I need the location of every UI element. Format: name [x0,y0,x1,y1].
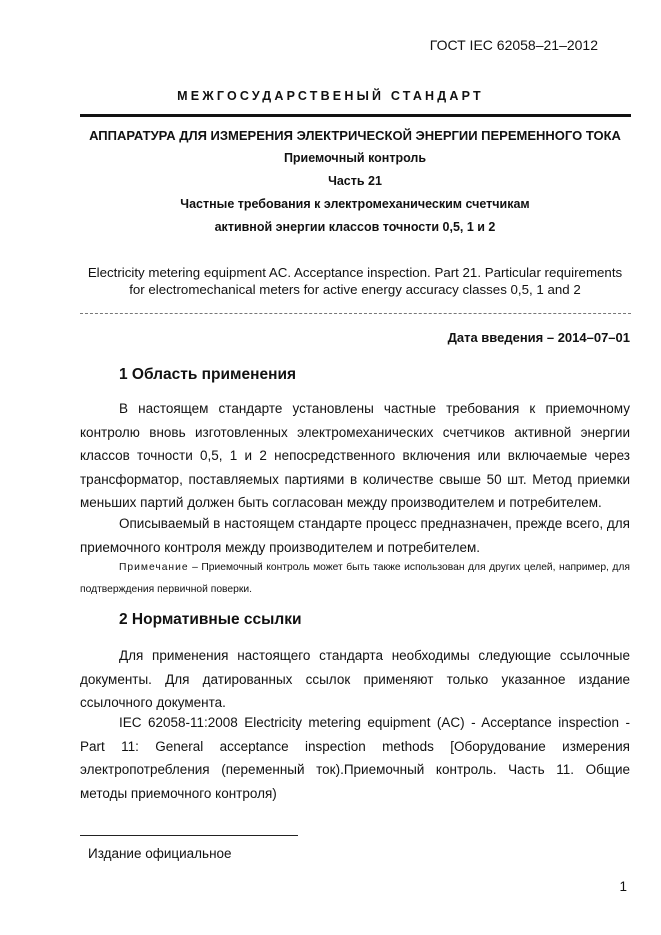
edition-label: Издание официальное [88,846,232,861]
section-1-paragraph-1 [80,397,630,515]
english-title-divider [80,313,631,314]
english-title-line1: Electricity metering equipment AC. Acceptance inspection. Part 21. Particular requirements [87,265,623,280]
section-2-title: 2 Нормативные ссылки [119,611,302,628]
document-title: АППАРАТУРА ДЛЯ ИЗМЕРЕНИЯ ЭЛЕКТРИЧЕСКОЙ ЭНЕРГИИ ПЕРЕМЕННОГО ТОКА [89,128,621,143]
footer-divider [80,835,298,836]
standard-code: ГОСТ IEC 62058–21–2012 [429,37,598,53]
english-title-line2: for electromechanical meters for active energy accuracy classes 0,5, 1 and 2 [129,281,581,297]
document-subtitle: Приемочный контроль [283,151,427,165]
english-title [0,265,661,298]
document-part: Часть 21 [328,174,382,188]
document-title-line2: активной энергии классов точности 0,5, 1 и 2 [214,220,496,234]
section-1-paragraph-2 [80,512,630,559]
introduction-date: Дата введения – 2014–07–01 [447,330,630,345]
section-2-paragraph-1-text: Для применения настоящего стандарта необходимы следующие ссылочные документы. Для датированных ссылок применяют только указанное издание ссылочного документа. [80,648,630,711]
section-1-title: 1 Область применения [119,366,297,383]
section-2-paragraph-1 [80,644,630,715]
section-1-paragraph-1-text: В настоящем стандарте установлены частные требования к приемочному контролю вновь изготовленных электромеханических счетчиков активной энергии классов точности 0,5, 1 и 2 непосредственного включения или включаемые через трансформатор, поставляемых партиями в количестве свыше 50 шт. Метод приемки меньших партий должен быть согласован между производителем и потребителем. [80,401,630,511]
section-1-note [80,557,630,600]
section-2-paragraph-2 [80,711,630,805]
document-title-line1: Частные требования к электромеханическим счетчикам [180,197,530,211]
section-1-paragraph-2-text: Описываемый в настоящем стандарте процесс предназначен, прежде всего, для приемочного контроля между производителем и потребителем. [80,516,630,555]
standard-type: МЕЖГОСУДАРСТВЕНЫЙ СТАНДАРТ [177,89,484,103]
section-2-paragraph-2-text: IEC 62058-11:2008 Electricity metering equipment (AC) - Acceptance inspection - Part 11: General acceptance inspection methods [Оборудование измерения электропотребления (переменный ток).Приемочный контроль. Часть 11. Общие методы приемочного контроля) [80,715,630,801]
note-label: Примечание [119,562,189,573]
title-divider [80,114,631,117]
note-text: – Приемочный контроль может быть также использован для других целей, например, для подтверждения первичной поверки. [80,562,630,595]
page-number: 1 [619,879,627,894]
